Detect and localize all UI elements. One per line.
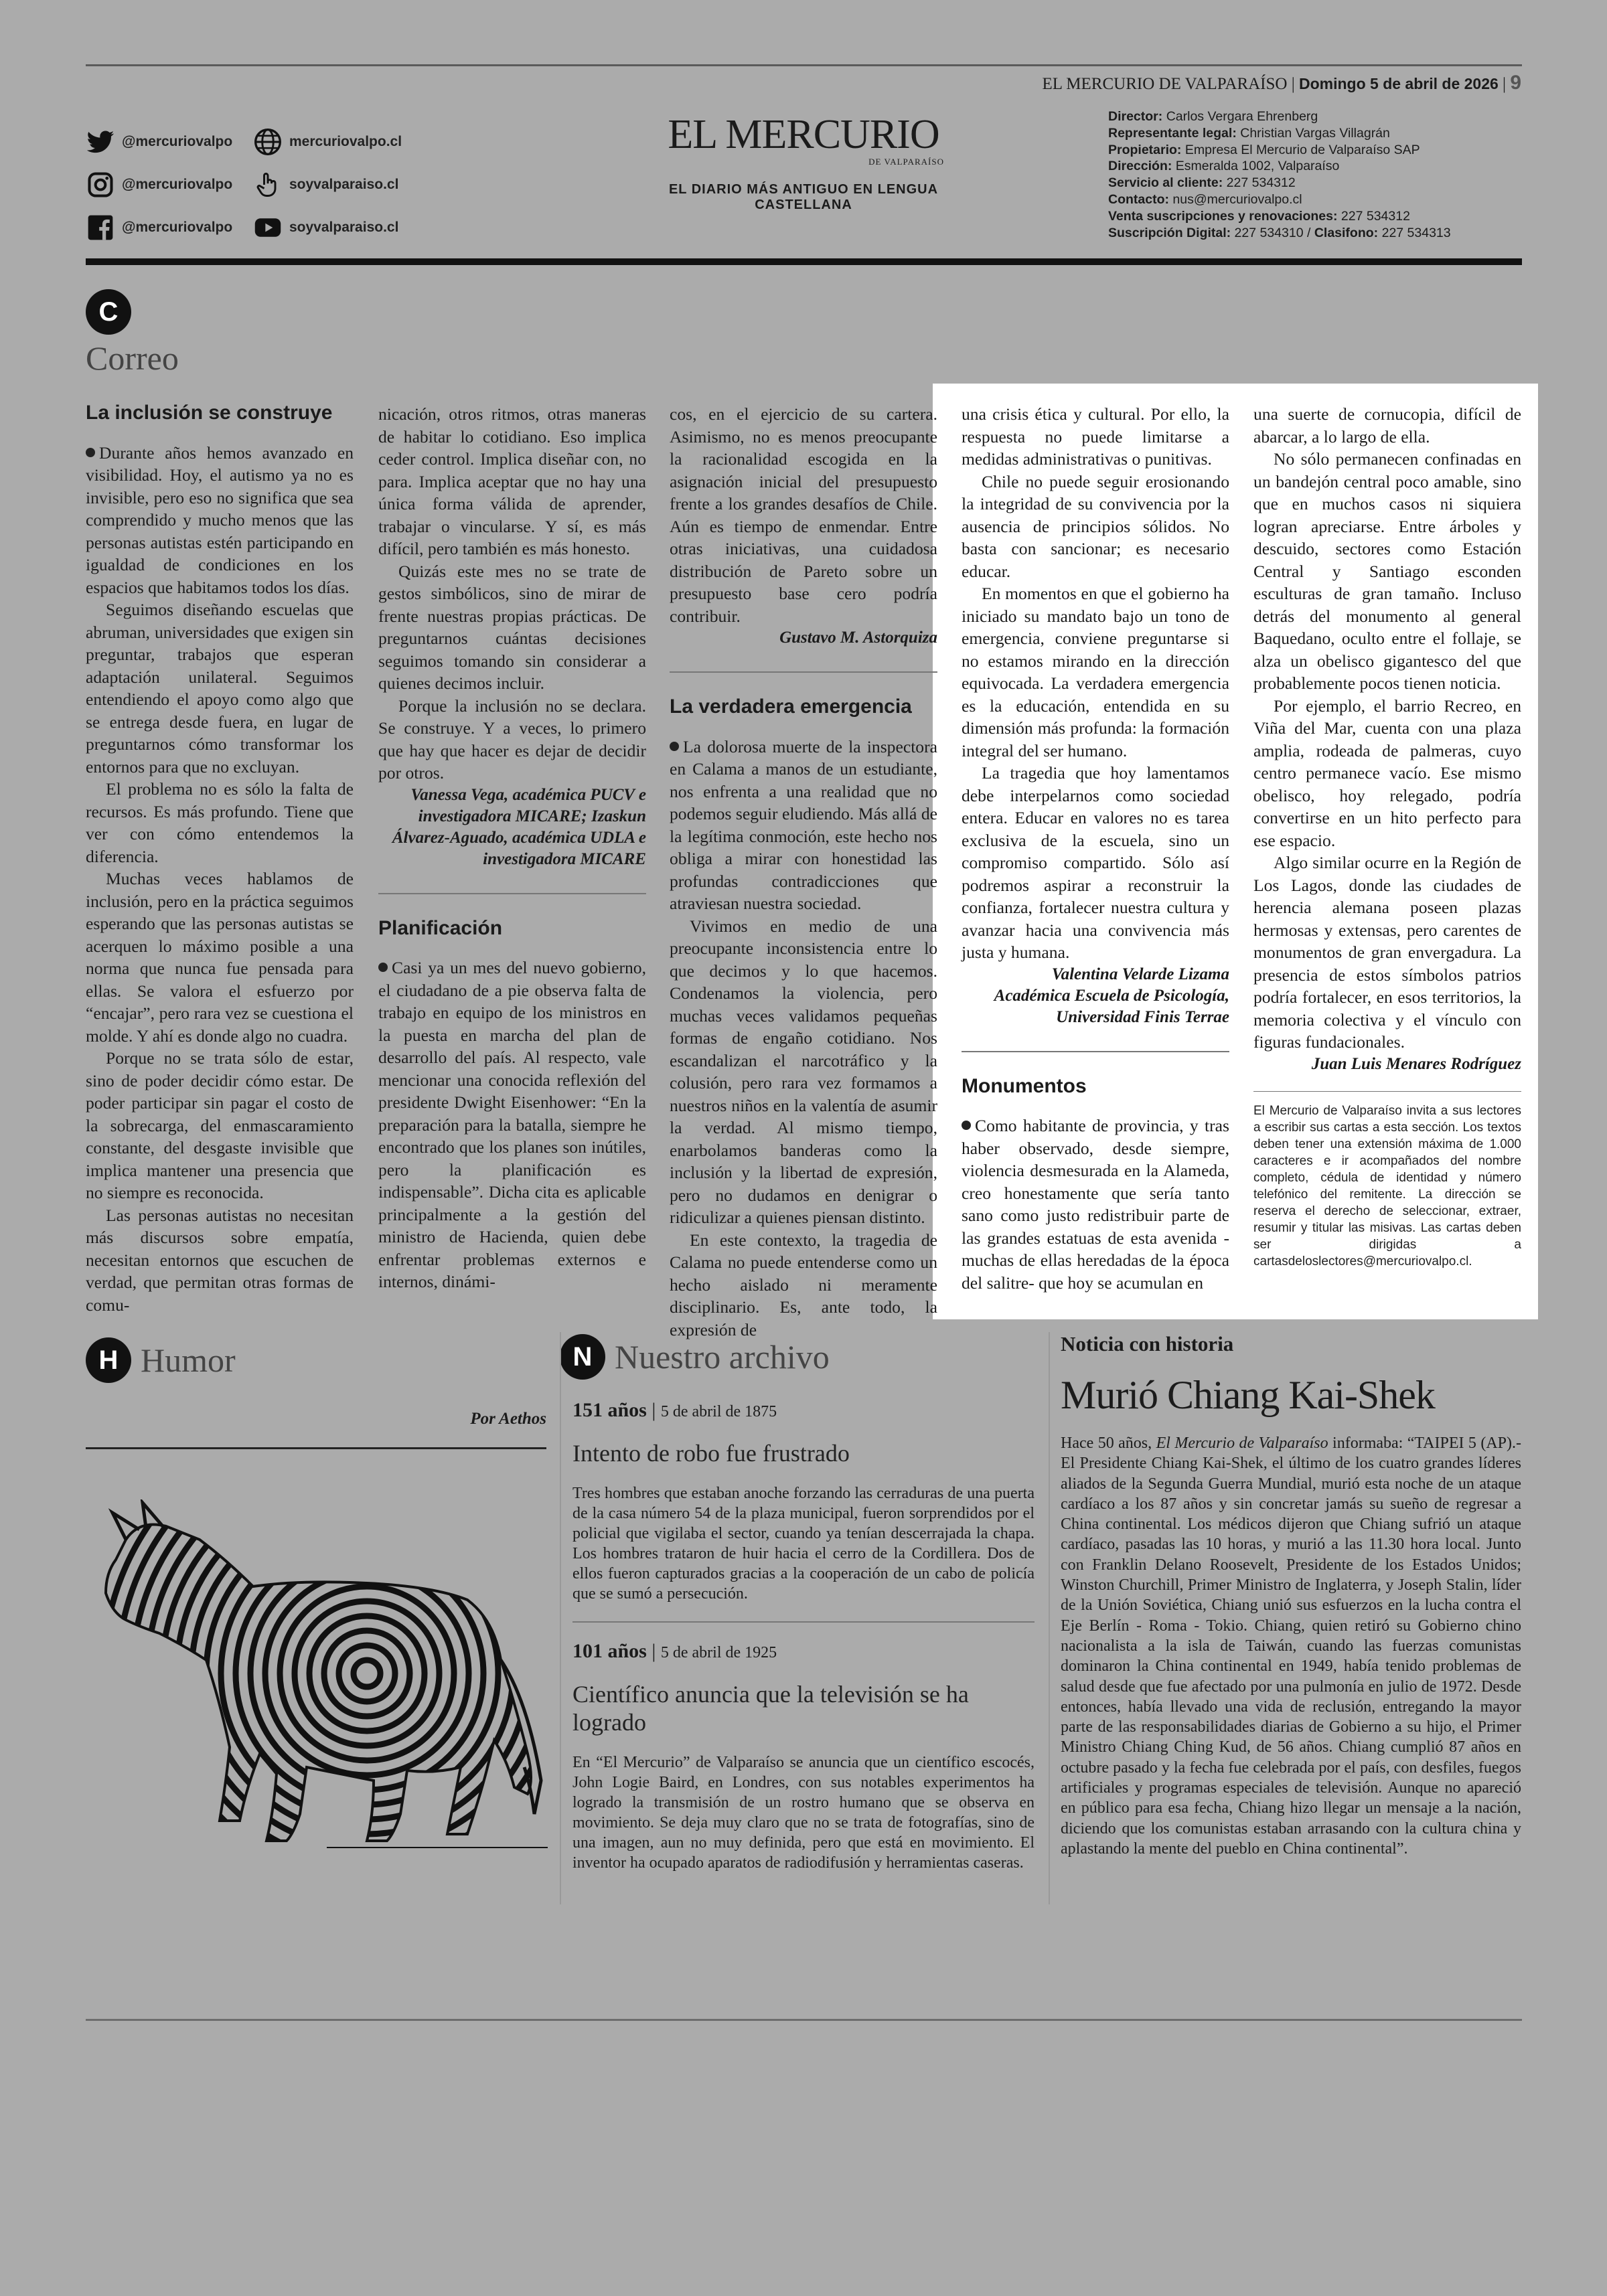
letter3-paragraph: Chile no puede seguir erosionando la integridad de su convivencia por la ausencia de principios sólidos. No basta con sancionar; es necesario educar. [962, 471, 1229, 581]
social-youtube-label: soyvalparaiso.cl [289, 220, 399, 235]
archivo-title: Nuestro archivo [615, 1338, 830, 1376]
zebra-stripes [86, 1499, 554, 1874]
staff-line: Venta suscripciones y renovaciones: 227 534312 [1108, 208, 1410, 224]
social-facebook[interactable] [86, 213, 253, 242]
column-divider [962, 1051, 1229, 1052]
youtube-icon [253, 213, 283, 242]
social-soyvalparaiso-1[interactable] [253, 170, 420, 199]
humor-title: Humor [141, 1341, 236, 1379]
letter1-paragraph: El problema no es sólo la falta de recursos. Es más profundo. Tiene que ver con cómo entendemos la diferencia. [86, 779, 354, 866]
staff-line: Dirección: Esmeralda 1002, Valparaíso [1108, 159, 1340, 174]
humor-rule [86, 1447, 546, 1449]
archivo-divider [572, 1621, 1035, 1623]
bullet-dot [962, 1121, 971, 1130]
letter2-paragraph: cos, en el ejercicio de su cartera. Asimismo, no es menos preocupante la racionalidad escogida en la asignación inicial del presupuesto frente a los grandes desafíos de Chile. Aún es tiempo de enmendar. Entre otras iniciativas, una cuidadosa distribución de Pareto sobre un presupuesto base cero podría contribuir. [670, 404, 937, 626]
letter1-paragraph: Quizás este mes no se trate de gestos simbólicos, sino de mirar de frente nuestras propias prácticas. De preguntarnos cuántas decisiones seguimos tomando sin considerar a quienes decimos incluir. [378, 561, 646, 693]
archivo-item-header: 101 años | 5 de abril de 1925 [572, 1640, 777, 1662]
archivo-left-rule [560, 1332, 561, 1904]
staff-box [1108, 108, 1451, 241]
masthead-name: EL MERCURIO [668, 112, 939, 157]
letter4-paragraph: Algo similar ocurre en la Región de Los Lagos, donde las ciudades de herencia alemana poseen plazas hermosas y extensas, pero carentes de monumentos de gran envergadura. La presencia de estos símbolos patrios podría fortalecer, en esos territorios, la memoria colectiva y el vínculo con figuras fundacionales. [1253, 853, 1521, 1052]
letter1-paragraph: Porque la inclusión no se declara. Se construye. Y a veces, lo primero que hay que hacer es dejar de decidir por otros. [378, 695, 646, 783]
staff-line: Servicio al cliente: 227 534312 [1108, 175, 1296, 191]
social-instagram[interactable] [86, 170, 253, 199]
letter1-paragraph: Muchas veces hablamos de inclusión, pero en la práctica seguimos esperando que las personas autistas se acerquen lo máximo posible a una norma que nunca fue pensada para ellas. Se valora el esfuerzo por “encajar”, pero rara vez se cuestiona el molde. Y ahí es donde algo no cuadra. [86, 869, 354, 1046]
noticia-section [1061, 1332, 1521, 1859]
archivo-item-title: Científico anuncia que la televisión se ha logrado [572, 1681, 969, 1736]
archivo-item-body: Tres hombres que estaban anoche forzando las cerraduras de una puerta de la casa número 54 de la plaza municipal, fueron sorprendidos por el policial que vigilaba el sector, cuando ya tenían descerrajada la chapa. Los hombres trataron de huir hacia el cerro de la Cordillera. Dos de ellos fueron capturados gracias a la cooperación de un cabo de policía que se sumó a persecución. [572, 1485, 1035, 1603]
letter2-signature: Gustavo M. Astorquiza [779, 629, 937, 647]
masthead [623, 114, 984, 213]
letter1-signature: Vanessa Vega, académica PUCV e investigadora MICARE; Izaskun Álvarez-Aguado, académica UDLA e investigadora MICARE [392, 785, 646, 868]
dateline: EL MERCURIO DE VALPARAÍSO | Domingo 5 de abril de 2026 | 9 [1042, 72, 1521, 94]
letter2-paragraph: Casi ya un mes del nuevo gobierno, el ciudadano de a pie observa falta de trabajo en equipo de los ministros en la puesta en marcha del plan de desarrollo del país. Al respecto, vale mencionar una conocida reflexión del presidente Dwight Eisenhower: “En la preparación para la batalla, siempre he encontrado que los planes son inútiles, pero la planificación es indispensable”. Dicha cita es aplicable principalmente a la gestión del ministro de Hacienda, quien debe enfrentar problemas externos e internos, dinámi- [378, 958, 646, 1291]
correo-col-2 [378, 403, 646, 1293]
letter4-paragraph: No sólo permanecen confinadas en un bandejón central poco amable, sino que en muchos casos ni siquiera logran apreciarse. Entre árboles y descuido, sectores como Estación Central y Santiago esconden esculturas de gran tamaño. Incluso detrás del monumento al general Baquedano, oculto entre el follaje, se alza un obelisco gigantesco del que probablemente pocos tienen noticia. [1253, 449, 1521, 693]
correo-col-1 [86, 402, 354, 1316]
letter3-paragraph: una crisis ética y cultural. Por ello, la respuesta no puede limitarse a medidas administrativas o punitivas. [962, 404, 1229, 469]
social-instagram-label: @mercuriovalpo [122, 177, 233, 192]
letter3-signature: Valentina Velarde Lizama Académica Escuela de Psicología, Universidad Finis Terrae [994, 965, 1229, 1026]
letter1-paragraph: Durante años hemos avanzado en visibilidad. Hoy, el autismo ya no es invisible, pero eso no significa que sea comprendido y mucho menos que las personas autistas estén participando en igualdad de condiciones en los espacios que habitamos todos los días. [86, 442, 354, 597]
globe-icon [253, 127, 283, 157]
staff-line: Propietario: Empresa El Mercurio de Valparaíso SAP [1108, 142, 1420, 157]
letter1-paragraph: nicación, otros ritmos, otras maneras de habitar lo cotidiano. Eso implica ceder control. Implica diseñar con, no para. Implica aceptar que no hay una única forma válida de aprender, trabajar o vincularse. Y sí, es más difícil, pero también es más honesto. [378, 404, 646, 558]
masthead-sub: DE VALPARAÍSO [868, 157, 944, 167]
correo-col-5 [1253, 403, 1521, 1270]
noticia-source: El Mercurio de Valparaíso [1156, 1434, 1328, 1452]
letter3-paragraph: Vivimos en medio de una preocupante inconsistencia entre lo que decimos y lo que hacemos. Condenamos la violencia, pero muchas veces validamos pequeñas formas de engaño cotidiano. Nos escandalizan el narcotráfico y la colusión, pero rara vez formamos a nuestros niños en la valentía de asumir la verdad. Al mismo tiempo, enarbolamos banderas como la inclusión y la libertad de expresión, pero no dudamos en denigrar o ridiculizar a quienes piensan distinto. [670, 916, 937, 1227]
social-twitter[interactable] [86, 127, 253, 157]
correo-col-4 [962, 403, 1229, 1294]
zebra-illustration [86, 1499, 554, 1874]
letter4-signature: Juan Luis Menares Rodríguez [1311, 1054, 1521, 1073]
top-rule [86, 64, 1522, 66]
letter1-headline: La inclusión se construye [86, 402, 333, 424]
twitter-icon [86, 127, 115, 157]
page-number: 9 [1510, 72, 1521, 94]
social-links [86, 127, 434, 242]
archivo-item [572, 1399, 1035, 1604]
noticia-body: Hace 50 años, El Mercurio de Valparaíso informaba: “TAIPEI 5 (AP).- El Presidente Chiang Kai-Shek, el último de los cuatro grandes líderes aliados de la Segunda Guerra Mundial, murió esta noche de un ataque cardíaco a los 87 años y sin concretar jamás su sueño de regresar a China continental. Los médicos dijeron que Chiang sufrió un ataque cardíaco, pasadas las 10 horas, y murió a las 11.30 hora local. Junto con Franklin Delano Roosevelt, Presidente de los Estados Unidos; Winston Churchill, Primer Ministro de Inglaterra, y Joseph Stalin, líder de la Unión Soviética, Chiang unió sus esfuerzos en la lucha contra el Eje Berlín - Roma - Tokio. Chiang, quien retiró su Gobierno chino nacionalista a la isla de Taiwán, cuando las fuerzas comunistas dominaron la China continental en 1949, había tenido problemas de salud desde que fue afectado por una pulmonía en julio de 1972. Desde entonces, había llevado una vida de reclusión, entregando la mayor parte de las responsabilidades diarias de Gobierno a su hijo, el Primer Ministro Chiang Ching Kud, de 56 años. Chiang cumplió 87 años en octubre pasado y la fecha fue celebrada por el país, con desfiles, fuegos artificiales y programas especiales de televisión. Aunque no apareció en público para esa fecha, Chiang hizo llegar un mensaje a la nación, diciendo que los comunistas estaban arrasando con la cultura china y aplastando la mente del pueblo en China continental”. [1061, 1434, 1522, 1858]
correo-title: Correo [86, 339, 179, 377]
bullet-dot [86, 448, 95, 457]
letter4-paragraph: una suerte de cornucopia, difícil de abarcar, a lo largo de ella. [1253, 404, 1521, 446]
social-soyvalparaiso-1-label: soyvalparaiso.cl [289, 177, 399, 192]
humor-byline: Por Aethos [470, 1410, 546, 1428]
archivo-item-title: Intento de robo fue frustrado [572, 1440, 850, 1467]
letter3-paragraph: La tragedia que hoy lamentamos debe interpelarnos como sociedad entera. Educar en valores no es tarea exclusiva de la escuela, sino un compromiso compartido. Sólo así podremos aspirar a reconstruir la confianza, fortalecer nuestra cultura y avanzar hacia una convivencia más justa y humana. [962, 763, 1229, 962]
staff-line: Suscripción Digital: 227 534310 / Clasifono: 227 534313 [1108, 225, 1451, 240]
letter3-headline: La verdadera emergencia [670, 695, 912, 718]
social-youtube[interactable] [253, 213, 420, 242]
letter4-headline: Monumentos [962, 1074, 1087, 1097]
letter3-paragraph: En momentos en que el gobierno ha iniciado su mandato bajo un tono de emergencia, conviene preguntarse si no estamos mirando en la dirección equivocada. La verdadera emergencia es la educación, entendida en su dimensión más profunda: la formación integral del ser humano. [962, 584, 1229, 760]
letter1-paragraph: Las personas autistas no necesitan más discursos sobre empatía, necesitan entornos que escuchen de verdad, que permitan otras formas de comu- [86, 1205, 354, 1315]
column-divider [670, 671, 937, 673]
letter4-paragraph: Como habitante de provincia, y tras haber observado, desde siempre, violencia desmesurada en la Alameda, creo honestamente que sería tanto sano como justo redistribuir parte de las grandes estatuas de esta avenida -muchas de ellas heredadas de la época del salitre- que hoy se acumulan en [962, 1116, 1229, 1293]
header-rule [86, 258, 1522, 265]
archivo-item-header: 151 años | 5 de abril de 1875 [572, 1399, 777, 1421]
archivo-badge: N [560, 1334, 605, 1380]
dateline-date: Domingo 5 de abril de 2026 [1298, 75, 1499, 92]
masthead-motto: EL DIARIO MÁS ANTIGUO EN LENGUA CASTELLANA [668, 182, 939, 212]
staff-line: Director: Carlos Vergara Ehrenberg [1108, 109, 1318, 124]
correo-header [86, 289, 179, 378]
letter2-headline: Planificación [378, 916, 503, 939]
letters-note: El Mercurio de Valparaíso invita a sus lectores a escribir sus cartas a esta sección. Los textos deben tener una extensión máxima de 1.000 caracteres e ir acompañados del nombre completo, cédula de identidad y número telefónico del remitente. La dirección se reserva el derecho de seleccionar, extraer, resumir y titular las misivas. Las cartas deben ser dirigidas a cartasdeloslectores@mercuriovalpo.cl. [1253, 1103, 1521, 1268]
bullet-dot [378, 963, 388, 972]
noticia-kicker: Noticia con historia [1061, 1332, 1234, 1356]
letter3-paragraph: La dolorosa muerte de la inspectora en Calama a manos de un estudiante, nos enfrenta a una realidad que no podemos seguir eludiendo. Más allá de la legítima conmoción, este hecho nos obliga a mirar con honestidad las profundas contradicciones que atraviesan nuestra sociedad. [670, 736, 937, 913]
archivo-header [560, 1334, 830, 1380]
bullet-dot [670, 742, 679, 751]
archivo-item-body: En “El Mercurio” de Valparaíso se anuncia que un científico escocés, John Logie Baird, en Londres, con sus notables experimentos ha logrado la transmisión de un rostro humano que se observa en movimiento. Se deja muy claro que no se trata de fotografías, sino de una imagen, aun no muy definida, pero que está en movimiento. El inventor ha ocupado aparatos de radiodifusión y herramientas caseras. [572, 1754, 1035, 1872]
column-divider [378, 893, 646, 894]
facebook-icon [86, 213, 115, 242]
social-twitter-label: @mercuriovalpo [122, 134, 233, 149]
archivo-item [572, 1640, 1035, 1873]
humor-badge: H [86, 1337, 131, 1383]
letter3-paragraph: En este contexto, la tragedia de Calama no puede entenderse como un hecho aislado ni meramente disciplinario. Es, ante todo, la expresión de [670, 1230, 937, 1339]
social-facebook-label: @mercuriovalpo [122, 220, 233, 235]
correo-badge: C [86, 289, 131, 335]
hand-pointer-icon [253, 170, 283, 199]
letter1-paragraph: Porque no se trata sólo de estar, sino de poder decidir cómo estar. De poder participar sin pagar el costo de la sobrecarga, del enmascaramiento constante, del desgaste invisible que implica mantener una presencia que no siempre es reconocida. [86, 1048, 354, 1202]
column-divider [1253, 1091, 1521, 1092]
dateline-paper: EL MERCURIO DE VALPARAÍSO [1042, 75, 1288, 93]
noticia-title: Murió Chiang Kai-Shek [1061, 1373, 1435, 1417]
archivo-items [572, 1399, 1035, 1873]
letter1-paragraph: Seguimos diseñando escuelas que abruman, universidades que exigen sin preguntar, trabajos que esperan adaptación unilateral. Seguimos entendiendo el apoyo como algo que se entrega desde fuera, en lugar de preguntarnos cómo transformar los entornos para que no excluyan. [86, 600, 354, 776]
noticia-left-rule [1049, 1332, 1050, 1904]
humor-header [86, 1337, 236, 1383]
bottom-rule [86, 2019, 1522, 2021]
staff-line: Contacto: nus@mercuriovalpo.cl [1108, 191, 1302, 207]
social-web[interactable] [253, 127, 420, 157]
staff-line: Representante legal: Christian Vargas Villagrán [1108, 125, 1390, 141]
letter4-paragraph: Por ejemplo, el barrio Recreo, en Viña del Mar, cuenta con una plaza amplia, rodeada de palmeras, cuyo centro permanece vacío. Ese mismo obelisco, hoy relegado, podría convertirse en un hito perfecto para ese espacio. [1253, 695, 1521, 850]
social-web-label: mercuriovalpo.cl [289, 134, 402, 149]
correo-col-3 [670, 403, 937, 1341]
instagram-icon [86, 170, 115, 199]
